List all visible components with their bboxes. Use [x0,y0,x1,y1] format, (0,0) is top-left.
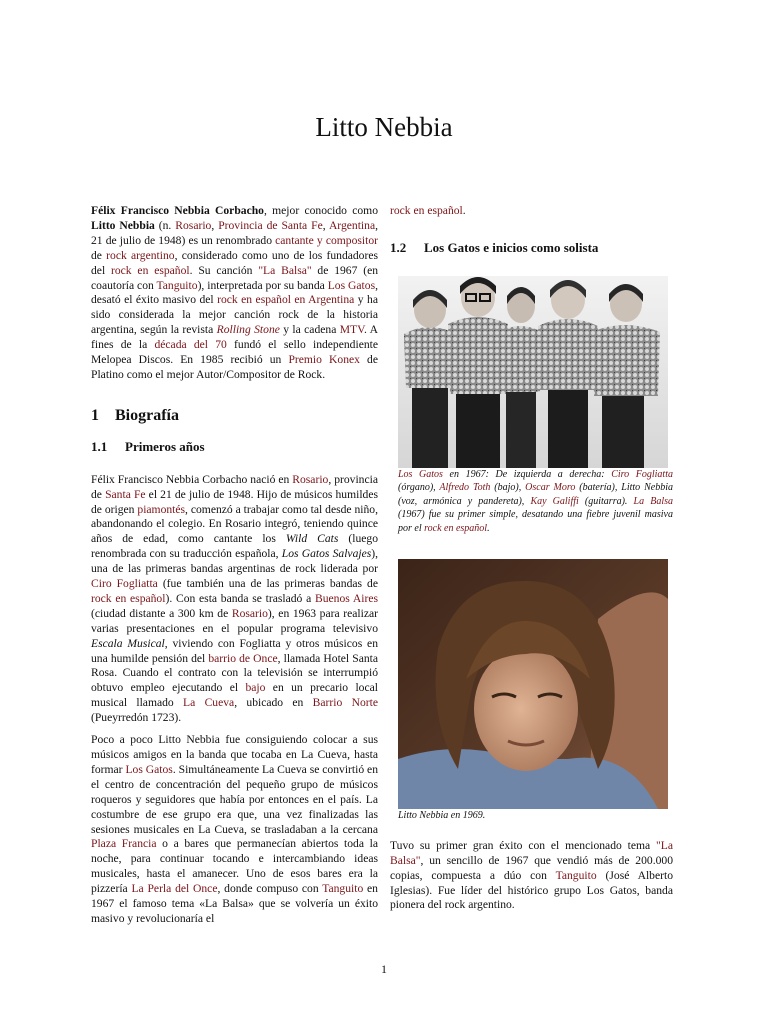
text: (n. [154,218,176,232]
link-tanguito[interactable]: Tanguito [555,868,597,882]
link-rosario[interactable]: Rosario [231,606,268,620]
figure-los-gatos [398,276,673,536]
text: en 1967 el famoso tema «La Balsa» que se volvería un éxito masivo y revolucionaría el [91,882,378,925]
text: de [91,248,107,262]
link-rock-en-espanol[interactable]: rock en español [390,204,463,217]
link-provincia-santa-fe[interactable]: Provincia de Santa Fe [218,218,323,232]
bold-short-name: Litto Nebbia [91,218,155,232]
figure-litto-1969 [398,559,673,823]
paragraph-primeros-anos [91,473,378,726]
link-tanguito[interactable]: Tanguito [322,882,364,896]
text: ), una de las primeras bandas argentinas de rock liderada por [91,547,379,576]
text: , donde compuso con [217,882,323,896]
text: , mejor conocido como [263,204,378,217]
link-la-cueva[interactable]: La Cueva [183,696,235,710]
text: , 21 de julio de 1948) es un renombrado [91,218,378,247]
text: , viviendo con Fogliatta y otros músicos en una humilde pensión del [91,636,378,665]
left-column [91,204,378,934]
subsection-number: 1.1 [91,438,108,454]
link-los-gatos[interactable]: Los Gatos [398,468,443,480]
link-los-gatos[interactable]: Los Gatos [327,278,376,292]
link-bajo[interactable]: bajo [245,681,266,695]
text: , comenzó a trabajar como tal desde niño, abandonando el colegio. En Rosario integró, teniendo quince años de edad, como cantante los [91,502,378,546]
link-la-balsa[interactable]: "La Balsa" [390,838,673,867]
text: de Platino como el mejor Autor/Compositor de Rock. [91,353,378,381]
link-la-perla-del-once[interactable]: La Perla del Once [131,882,218,896]
link-piamontes[interactable]: piamontés [137,502,186,516]
text: Tuvo su primer gran éxito con el mencionado tema [390,838,657,852]
link-barrio-de-once[interactable]: barrio de Once [208,651,278,665]
section-number: 1 [91,406,99,424]
intro-paragraph [91,204,378,383]
link-mtv[interactable]: MTV [339,323,364,337]
page-number: 1 [381,962,387,976]
link-cantante-compositor[interactable]: cantante y compositor [275,233,378,247]
text: , un sencillo de 1967 que vendió más de 200.000 copias, compuesta a dúo con [390,853,673,882]
link-rosario[interactable]: Rosario [292,472,329,486]
text: (batería), Litto Nebbia (voz, armónica y pandereta), [398,482,673,507]
link-argentina[interactable]: Argentina [328,218,376,232]
link-rosario[interactable]: Rosario [175,218,212,232]
text: . Su canción [189,263,259,277]
link-decada-70[interactable]: década del 70 [154,338,227,352]
text: , llamada Hotel Santa Rosa. Cuando el contrato con la televisión se interrumpió obtuvo empleo ejecutando el [91,651,379,695]
text: (ciudad distante a 300 km de [91,606,232,620]
text: en un precario local musical llamado [91,681,378,710]
text: ), interpretada por su banda [197,278,328,292]
text: de 1967 (en coautoría con [91,263,379,292]
text: ). Con esta banda se trasladó a [165,591,315,605]
text: , provincia de [91,472,378,501]
link-barrio-norte[interactable]: Barrio Norte [312,696,378,710]
text: . [487,522,490,534]
subsection-heading-los-gatos [390,241,673,256]
text: y la cadena [279,323,340,337]
text: (órgano), [398,482,440,494]
link-rolling-stone[interactable]: Rolling Stone [216,323,280,337]
link-rock-espanol-argentina[interactable]: rock en español en Argentina [217,293,355,307]
text: (José Alberto Iglesias). Fue líder del histórico grupo Los Gatos, banda pionera del rock argentino. [390,868,674,912]
link-los-gatos[interactable]: Los Gatos [125,762,173,776]
link-rock-argentino[interactable]: rock argentino [106,248,175,262]
section-title: Biografía [115,406,179,424]
text: , considerado como uno de los fundadores del [91,248,378,277]
bold-full-name: Félix Francisco Nebbia Corbacho [91,204,264,217]
text: (fue también una de las primeras bandas de [157,577,378,591]
los-gatos-band-photo [398,276,668,468]
link-la-balsa[interactable]: La Balsa [633,495,674,507]
text: (guitarra). [578,495,634,507]
text: Poco a poco Litto Nebbia fue consiguiendo colocar a sus músicos amigos en la banda que tocaba en La Cueva, hasta formar [91,733,378,776]
subsection-title: Primeros años [125,438,205,454]
paragraph-primer-exito [390,839,673,914]
link-plaza-francia[interactable]: Plaza Francia [91,837,157,851]
link-santa-fe[interactable]: Santa Fe [105,487,146,501]
italic-escala-musical: Escala Musical [91,636,165,650]
page-title: Litto Nebbia [315,112,453,142]
text: ), en 1963 para realizar varias presentaciones en el popular programa televisivo [91,606,378,635]
subsection-heading-primeros-anos [91,440,378,455]
text: (bajo), [490,482,526,494]
link-rock-en-espanol[interactable]: rock en español [424,522,488,534]
subsection-title: Los Gatos e inicios como solista [424,239,599,255]
text: , [211,218,219,232]
text: el 21 de julio de 1948. Hijo de músicos humildes de origen [91,487,379,516]
figure-caption-los-gatos [398,468,673,536]
text: (luego renombrada con su traducción española, [91,532,378,561]
text: , ubicado en [234,696,313,710]
right-column [390,204,673,920]
link-ciro-fogliatta[interactable]: Ciro Fogliatta [611,468,673,480]
link-kay-galiffi[interactable]: Kay Galiffi [530,495,579,507]
text: en 1967: De izquierda a derecha: [442,468,612,480]
text: (Pueyrredón 1723). [91,711,182,725]
continued-paragraph [390,204,673,219]
link-buenos-aires[interactable]: Buenos Aires [314,591,378,605]
text: fundó el sello independiente Melopea Discos. En 1985 recibió un [91,338,378,367]
link-rock-en-espanol[interactable]: rock en español [91,591,166,605]
subsection-number: 1.2 [390,239,407,255]
link-premio-konex[interactable]: Premio Konex [288,353,360,367]
text: . [462,204,466,217]
text: , [322,218,329,232]
text: Félix Francisco Nebbia Corbacho nació en [91,472,293,486]
figure-caption-litto-1969: Litto Nebbia en 1969. [398,810,486,822]
paragraph-la-cueva [91,733,378,927]
text: y ha sido considerada la mejor canción rock de la historia argentina, según la revista [91,293,378,337]
link-oscar-moro[interactable]: Oscar Moro [525,482,576,494]
text: o a bares que permanecían abiertos toda la noche, para continuar tocando e intercambiando ideas musicales, hasta el amanecer. Uno de esos bares era la pizzería [91,837,378,896]
text: , desató el éxito masivo del [91,278,378,307]
link-rock-en-espanol[interactable]: rock en español [111,263,190,277]
section-heading-biografia [91,406,378,424]
link-tanguito[interactable]: Tanguito [156,278,198,292]
italic-gatos-salvajes: Los Gatos Salvajes [281,547,372,561]
text: . Simultáneamente La Cueva se convirtió en el centro de concentración del pequeño grupo de músicos roqueros y seguidores que había por entonces en el país. La costumbre de ese grupo era que, una vez finalizadas las sesiones musicales en La Cueva, se trasladaban a la cercana [91,762,378,836]
italic-wild-cats: Wild Cats [285,532,339,546]
text: (1967) fue su primer simple, desatando una fiebre juvenil masiva por el [398,509,673,534]
link-ciro-fogliatta[interactable]: Ciro Fogliatta [91,577,158,591]
link-alfredo-toth[interactable]: Alfredo Toth [439,482,491,494]
text: . A fines de la [91,323,379,352]
litto-nebbia-1969-portrait [398,559,668,809]
link-la-balsa[interactable]: "La Balsa" [258,263,312,277]
